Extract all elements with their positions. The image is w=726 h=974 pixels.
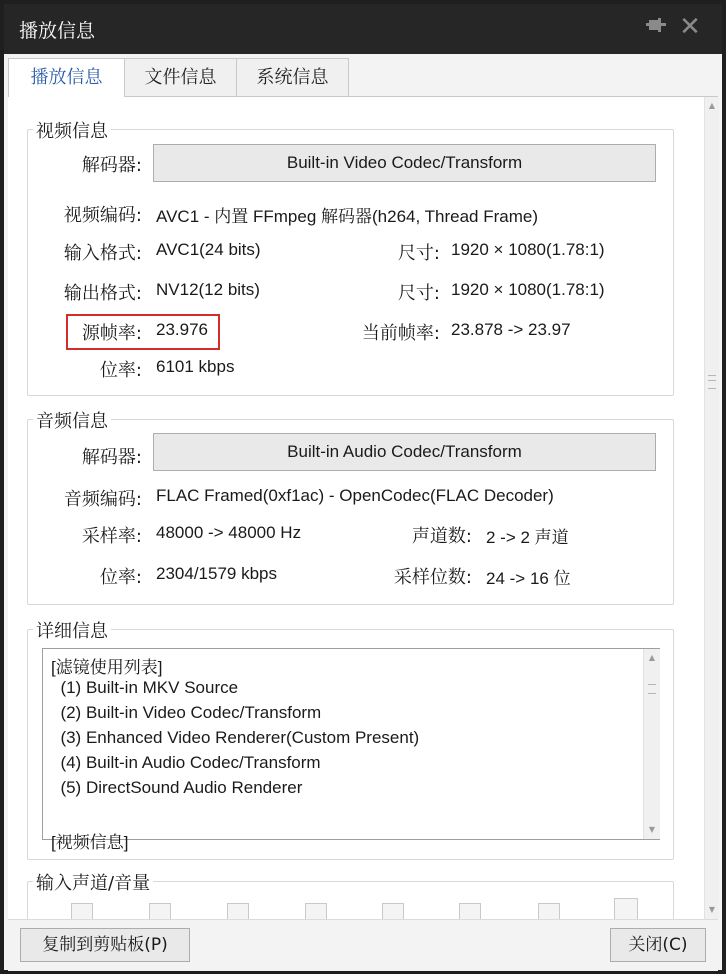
output-format-value: NV12(12 bits): [156, 280, 260, 299]
input-size-label: 尺寸:: [397, 243, 440, 264]
channels-label: 声道数:: [411, 526, 472, 547]
scroll-up-icon[interactable]: ▲: [648, 653, 656, 662]
video-decoder-label: 解码器:: [81, 155, 142, 176]
audio-decoder-label: 解码器:: [81, 447, 142, 468]
sample-bits-label: 采样位数:: [393, 567, 472, 588]
tab-content: [8, 97, 704, 919]
audio-group-label: 音频信息: [33, 407, 111, 433]
list-item: (5) DirectSound Audio Renderer: [51, 778, 303, 797]
source-fps-label: 源帧率:: [81, 323, 142, 344]
channels-value: 2 -> 2 声道: [486, 528, 569, 547]
list-item: [视频信息]: [51, 833, 129, 852]
list-item: [滤镜使用列表]: [51, 658, 163, 677]
title-bar[interactable]: [4, 4, 722, 54]
audio-codec-value: FLAC Framed(0xf1ac) - OpenCodec(FLAC Decoder): [156, 486, 554, 505]
output-size-label: 尺寸:: [397, 283, 440, 304]
tab-bar: [8, 54, 718, 97]
video-group-label: 视频信息: [33, 117, 111, 143]
scroll-up-icon[interactable]: ▲: [708, 101, 716, 110]
input-format-label: 输入格式:: [63, 243, 142, 264]
tab-file-info[interactable]: 文件信息: [124, 58, 237, 96]
audio-bitrate-value: 2304/1579 kbps: [156, 564, 277, 583]
details-group-label: 详细信息: [33, 617, 111, 643]
pin-icon[interactable]: [642, 14, 670, 42]
list-item: (2) Built-in Video Codec/Transform: [51, 703, 322, 722]
video-bitrate-value: 6101 kbps: [156, 357, 235, 376]
pin-icon-glyph: [645, 14, 667, 36]
list-item: (1) Built-in MKV Source: [51, 678, 239, 697]
sample-bits-value: 24 -> 16 位: [486, 569, 571, 588]
audio-decoder-button[interactable]: Built-in Audio Codec/Transform: [153, 433, 656, 471]
input-format-value: AVC1(24 bits): [156, 240, 261, 259]
tab-playback-info[interactable]: 播放信息: [8, 58, 125, 97]
close-icon[interactable]: ✕: [679, 12, 701, 42]
tab-system-info[interactable]: 系统信息: [236, 58, 349, 96]
video-decoder-button[interactable]: Built-in Video Codec/Transform: [153, 144, 656, 182]
scroll-thumb[interactable]: [708, 375, 716, 389]
details-list[interactable]: [42, 648, 660, 852]
input-size-value: 1920 × 1080(1.78:1): [451, 240, 605, 259]
scroll-down-icon[interactable]: ▼: [648, 825, 656, 834]
samplerate-label: 采样率:: [81, 526, 142, 547]
scroll-down-icon[interactable]: ▼: [708, 905, 716, 914]
output-format-label: 输出格式:: [63, 283, 142, 304]
samplerate-value: 48000 -> 48000 Hz: [156, 523, 302, 542]
channels-group-label: 输入声道/音量: [33, 869, 153, 895]
close-button[interactable]: 关闭(C): [610, 928, 706, 962]
channel-meter: [614, 898, 638, 921]
audio-bitrate-label: 位率:: [99, 567, 142, 588]
current-fps-value: 23.878 -> 23.97: [451, 320, 571, 339]
source-fps-value: 23.976: [156, 320, 208, 339]
copy-to-clipboard-button[interactable]: 复制到剪贴板(P): [20, 928, 190, 962]
main-scrollbar[interactable]: [704, 97, 719, 919]
video-bitrate-label: 位率:: [99, 360, 142, 381]
video-codec-value: AVC1 - 内置 FFmpeg 解码器(h264, Thread Frame): [156, 207, 538, 226]
output-size-value: 1920 × 1080(1.78:1): [451, 280, 605, 299]
list-item: (4) Built-in Audio Codec/Transform: [51, 753, 321, 772]
dialog-footer: [8, 919, 718, 971]
current-fps-label: 当前帧率:: [361, 323, 440, 344]
details-scrollbar[interactable]: [643, 649, 660, 839]
list-item: (3) Enhanced Video Renderer(Custom Present): [51, 728, 420, 747]
window-title: 播放信息: [19, 20, 96, 42]
audio-codec-label: 音频编码:: [63, 489, 142, 510]
video-codec-label: 视频编码:: [63, 205, 142, 226]
scroll-thumb[interactable]: [648, 684, 656, 694]
